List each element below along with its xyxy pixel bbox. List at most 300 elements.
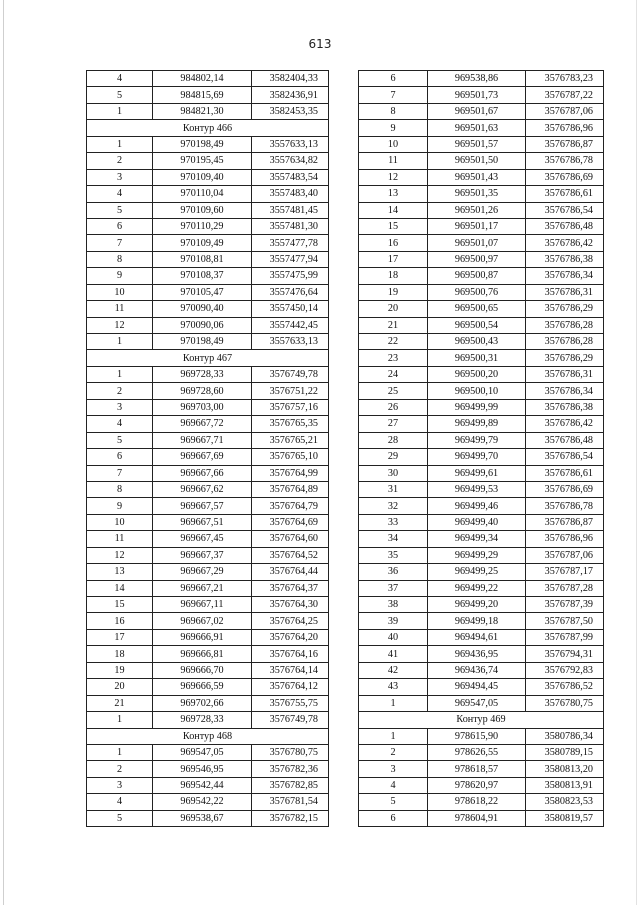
point-number-cell: 19 [359, 284, 428, 300]
y-coordinate-cell: 3576764,20 [252, 629, 329, 645]
x-coordinate-cell: 969499,22 [428, 580, 526, 596]
x-coordinate-cell: 978615,90 [428, 728, 526, 744]
point-number-cell: 22 [359, 334, 428, 350]
table-row [359, 153, 604, 169]
y-coordinate-cell: 3576787,99 [526, 629, 604, 645]
y-coordinate-cell: 3557477,94 [252, 251, 329, 267]
y-coordinate-cell: 3576786,96 [526, 120, 604, 136]
table-row [359, 87, 604, 103]
y-coordinate-cell: 3576787,28 [526, 580, 604, 596]
point-number-cell: 34 [359, 531, 428, 547]
point-number-cell: 7 [359, 87, 428, 103]
x-coordinate-cell: 969667,51 [153, 514, 252, 530]
x-coordinate-cell: 969499,70 [428, 449, 526, 465]
x-coordinate-cell: 978604,91 [428, 810, 526, 826]
point-number-cell: 24 [359, 366, 428, 382]
point-number-cell: 21 [359, 317, 428, 333]
point-number-cell: 20 [87, 679, 153, 695]
y-coordinate-cell: 3576787,50 [526, 613, 604, 629]
table-row [87, 744, 329, 760]
point-number-cell: 40 [359, 629, 428, 645]
x-coordinate-cell: 969702,66 [153, 695, 252, 711]
point-number-cell: 5 [87, 432, 153, 448]
y-coordinate-cell: 3576764,16 [252, 646, 329, 662]
y-coordinate-cell: 3580789,15 [526, 744, 604, 760]
table-row [359, 202, 604, 218]
point-number-cell: 5 [87, 202, 153, 218]
point-number-cell: 11 [87, 301, 153, 317]
x-coordinate-cell: 969728,33 [153, 712, 252, 728]
table-row [359, 744, 604, 760]
table-row [359, 629, 604, 645]
y-coordinate-cell: 3580786,34 [526, 728, 604, 744]
point-number-cell: 8 [359, 103, 428, 119]
table-row [359, 662, 604, 678]
table-row [87, 449, 329, 465]
y-coordinate-cell: 3576787,06 [526, 547, 604, 563]
point-number-cell: 11 [87, 531, 153, 547]
table-row [359, 334, 604, 350]
point-number-cell: 14 [359, 202, 428, 218]
point-number-cell: 4 [87, 416, 153, 432]
contour-title: Контур 466 [87, 120, 329, 136]
x-coordinate-cell: 969499,20 [428, 597, 526, 613]
scan-right-edge [636, 0, 637, 905]
x-coordinate-cell: 969542,22 [153, 794, 252, 810]
x-coordinate-cell: 969538,67 [153, 810, 252, 826]
x-coordinate-cell: 969501,67 [428, 103, 526, 119]
table-row [359, 268, 604, 284]
table-row [87, 235, 329, 251]
table-row [87, 136, 329, 152]
y-coordinate-cell: 3576786,87 [526, 136, 604, 152]
table-row [359, 564, 604, 580]
y-coordinate-cell: 3576786,34 [526, 268, 604, 284]
x-coordinate-cell: 969667,66 [153, 465, 252, 481]
table-row [87, 202, 329, 218]
point-number-cell: 15 [359, 218, 428, 234]
table-row [359, 366, 604, 382]
y-coordinate-cell: 3576749,78 [252, 366, 329, 382]
table-row [87, 679, 329, 695]
y-coordinate-cell: 3576786,61 [526, 186, 604, 202]
x-coordinate-cell: 969667,71 [153, 432, 252, 448]
y-coordinate-cell: 3576780,75 [526, 695, 604, 711]
y-coordinate-cell: 3576786,78 [526, 498, 604, 514]
x-coordinate-cell: 969499,34 [428, 531, 526, 547]
y-coordinate-cell: 3576764,44 [252, 564, 329, 580]
table-row [359, 432, 604, 448]
y-coordinate-cell: 3576794,31 [526, 646, 604, 662]
point-number-cell: 41 [359, 646, 428, 662]
table-row [359, 235, 604, 251]
y-coordinate-cell: 3576781,54 [252, 794, 329, 810]
table-row [87, 712, 329, 728]
table-row [359, 514, 604, 530]
x-coordinate-cell: 969494,61 [428, 629, 526, 645]
point-number-cell: 7 [87, 465, 153, 481]
contour-header-row [359, 712, 604, 728]
table-row [359, 449, 604, 465]
y-coordinate-cell: 3557475,99 [252, 268, 329, 284]
table-row [87, 87, 329, 103]
point-number-cell: 5 [87, 87, 153, 103]
point-number-cell: 23 [359, 350, 428, 366]
point-number-cell: 33 [359, 514, 428, 530]
y-coordinate-cell: 3576764,30 [252, 597, 329, 613]
y-coordinate-cell: 3576764,25 [252, 613, 329, 629]
y-coordinate-cell: 3557634,82 [252, 153, 329, 169]
y-coordinate-cell: 3576765,10 [252, 449, 329, 465]
x-coordinate-cell: 984821,30 [153, 103, 252, 119]
point-number-cell: 1 [87, 103, 153, 119]
y-coordinate-cell: 3576786,87 [526, 514, 604, 530]
y-coordinate-cell: 3576786,69 [526, 169, 604, 185]
table-row [359, 547, 604, 563]
y-coordinate-cell: 3576764,37 [252, 580, 329, 596]
y-coordinate-cell: 3576786,28 [526, 334, 604, 350]
y-coordinate-cell: 3580813,20 [526, 761, 604, 777]
x-coordinate-cell: 984802,14 [153, 71, 252, 87]
contour-title: Контур 467 [87, 350, 329, 366]
x-coordinate-cell: 969499,89 [428, 416, 526, 432]
table-row [359, 810, 604, 826]
y-coordinate-cell: 3557483,40 [252, 186, 329, 202]
y-coordinate-cell: 3576764,79 [252, 498, 329, 514]
x-coordinate-cell: 978618,22 [428, 794, 526, 810]
table-row [87, 71, 329, 87]
x-coordinate-cell: 969667,29 [153, 564, 252, 580]
point-number-cell: 12 [87, 317, 153, 333]
point-number-cell: 1 [359, 695, 428, 711]
coordinates-table-left [86, 70, 329, 827]
point-number-cell: 9 [87, 268, 153, 284]
table-row [359, 301, 604, 317]
y-coordinate-cell: 3576764,89 [252, 481, 329, 497]
table-row [359, 580, 604, 596]
point-number-cell: 15 [87, 597, 153, 613]
table-row [359, 646, 604, 662]
point-number-cell: 17 [359, 251, 428, 267]
table-row [87, 514, 329, 530]
point-number-cell: 17 [87, 629, 153, 645]
table-row [87, 531, 329, 547]
point-number-cell: 36 [359, 564, 428, 580]
point-number-cell: 1 [87, 744, 153, 760]
point-number-cell: 19 [87, 662, 153, 678]
point-number-cell: 16 [87, 613, 153, 629]
table-row [359, 481, 604, 497]
table-row [359, 169, 604, 185]
table-row [87, 432, 329, 448]
table-row [359, 679, 604, 695]
table-row [359, 794, 604, 810]
point-number-cell: 2 [87, 761, 153, 777]
y-coordinate-cell: 3580819,57 [526, 810, 604, 826]
table-row [359, 728, 604, 744]
x-coordinate-cell: 969500,20 [428, 366, 526, 382]
y-coordinate-cell: 3576786,52 [526, 679, 604, 695]
y-coordinate-cell: 3576786,78 [526, 153, 604, 169]
point-number-cell: 1 [87, 366, 153, 382]
contour-title: Контур 468 [87, 728, 329, 744]
table-row [87, 481, 329, 497]
y-coordinate-cell: 3582453,35 [252, 103, 329, 119]
y-coordinate-cell: 3576783,23 [526, 71, 604, 87]
point-number-cell: 32 [359, 498, 428, 514]
table-row [359, 120, 604, 136]
x-coordinate-cell: 969499,46 [428, 498, 526, 514]
x-coordinate-cell: 969667,57 [153, 498, 252, 514]
y-coordinate-cell: 3576764,60 [252, 531, 329, 547]
table-row [359, 317, 604, 333]
y-coordinate-cell: 3576782,85 [252, 777, 329, 793]
point-number-cell: 2 [87, 153, 153, 169]
x-coordinate-cell: 969667,72 [153, 416, 252, 432]
x-coordinate-cell: 970090,06 [153, 317, 252, 333]
point-number-cell: 35 [359, 547, 428, 563]
x-coordinate-cell: 969703,00 [153, 399, 252, 415]
table-row [87, 810, 329, 826]
y-coordinate-cell: 3576786,34 [526, 383, 604, 399]
point-number-cell: 42 [359, 662, 428, 678]
x-coordinate-cell: 978618,57 [428, 761, 526, 777]
table-row [87, 366, 329, 382]
x-coordinate-cell: 969728,60 [153, 383, 252, 399]
table-row [87, 218, 329, 234]
y-coordinate-cell: 3576786,48 [526, 432, 604, 448]
y-coordinate-cell: 3557442,45 [252, 317, 329, 333]
point-number-cell: 18 [87, 646, 153, 662]
point-number-cell: 12 [87, 547, 153, 563]
y-coordinate-cell: 3576786,48 [526, 218, 604, 234]
x-coordinate-cell: 970110,29 [153, 218, 252, 234]
table-row [87, 695, 329, 711]
x-coordinate-cell: 970108,37 [153, 268, 252, 284]
table-row [87, 169, 329, 185]
table-row [87, 268, 329, 284]
y-coordinate-cell: 3582436,91 [252, 87, 329, 103]
x-coordinate-cell: 969667,21 [153, 580, 252, 596]
x-coordinate-cell: 970195,45 [153, 153, 252, 169]
table-row [87, 646, 329, 662]
table-row [359, 218, 604, 234]
point-number-cell: 6 [87, 218, 153, 234]
x-coordinate-cell: 969501,73 [428, 87, 526, 103]
point-number-cell: 38 [359, 597, 428, 613]
contour-header-row [87, 728, 329, 744]
point-number-cell: 37 [359, 580, 428, 596]
point-number-cell: 10 [87, 514, 153, 530]
y-coordinate-cell: 3576786,69 [526, 481, 604, 497]
x-coordinate-cell: 984815,69 [153, 87, 252, 103]
contour-header-row [87, 350, 329, 366]
point-number-cell: 3 [359, 761, 428, 777]
x-coordinate-cell: 970109,60 [153, 202, 252, 218]
x-coordinate-cell: 969667,02 [153, 613, 252, 629]
x-coordinate-cell: 970198,49 [153, 136, 252, 152]
point-number-cell: 26 [359, 399, 428, 415]
table-row [87, 580, 329, 596]
table-row [87, 564, 329, 580]
scan-left-edge [3, 0, 4, 905]
table-row [359, 531, 604, 547]
y-coordinate-cell: 3576786,54 [526, 449, 604, 465]
table-row [359, 71, 604, 87]
x-coordinate-cell: 969547,05 [428, 695, 526, 711]
point-number-cell: 11 [359, 153, 428, 169]
point-number-cell: 4 [359, 777, 428, 793]
y-coordinate-cell: 3576786,29 [526, 301, 604, 317]
y-coordinate-cell: 3580813,91 [526, 777, 604, 793]
table-row [87, 761, 329, 777]
y-coordinate-cell: 3576786,61 [526, 465, 604, 481]
y-coordinate-cell: 3576786,31 [526, 366, 604, 382]
point-number-cell: 9 [87, 498, 153, 514]
y-coordinate-cell: 3576787,39 [526, 597, 604, 613]
table-row [359, 186, 604, 202]
x-coordinate-cell: 969499,40 [428, 514, 526, 530]
x-coordinate-cell: 970198,49 [153, 334, 252, 350]
x-coordinate-cell: 969538,86 [428, 71, 526, 87]
table-row [359, 136, 604, 152]
x-coordinate-cell: 969499,53 [428, 481, 526, 497]
point-number-cell: 6 [359, 71, 428, 87]
x-coordinate-cell: 970108,81 [153, 251, 252, 267]
x-coordinate-cell: 970109,40 [153, 169, 252, 185]
table-row [359, 284, 604, 300]
table-row [87, 597, 329, 613]
point-number-cell: 12 [359, 169, 428, 185]
x-coordinate-cell: 969500,54 [428, 317, 526, 333]
y-coordinate-cell: 3576792,83 [526, 662, 604, 678]
x-coordinate-cell: 969667,69 [153, 449, 252, 465]
point-number-cell: 4 [87, 794, 153, 810]
x-coordinate-cell: 969666,81 [153, 646, 252, 662]
table-row [359, 597, 604, 613]
point-number-cell: 4 [87, 186, 153, 202]
point-number-cell: 29 [359, 449, 428, 465]
table-row [87, 251, 329, 267]
point-number-cell: 43 [359, 679, 428, 695]
table-row [87, 498, 329, 514]
table-row [87, 613, 329, 629]
point-number-cell: 13 [359, 186, 428, 202]
point-number-cell: 6 [359, 810, 428, 826]
y-coordinate-cell: 3576786,31 [526, 284, 604, 300]
point-number-cell: 30 [359, 465, 428, 481]
y-coordinate-cell: 3576780,75 [252, 744, 329, 760]
point-number-cell: 31 [359, 481, 428, 497]
table-row [87, 153, 329, 169]
table-row [359, 761, 604, 777]
y-coordinate-cell: 3576786,42 [526, 235, 604, 251]
point-number-cell: 7 [87, 235, 153, 251]
x-coordinate-cell: 969499,61 [428, 465, 526, 481]
x-coordinate-cell: 969494,45 [428, 679, 526, 695]
y-coordinate-cell: 3576764,14 [252, 662, 329, 678]
x-coordinate-cell: 969499,25 [428, 564, 526, 580]
y-coordinate-cell: 3576749,78 [252, 712, 329, 728]
table-row [87, 399, 329, 415]
y-coordinate-cell: 3576786,28 [526, 317, 604, 333]
point-number-cell: 2 [87, 383, 153, 399]
y-coordinate-cell: 3557481,45 [252, 202, 329, 218]
x-coordinate-cell: 978626,55 [428, 744, 526, 760]
y-coordinate-cell: 3576764,52 [252, 547, 329, 563]
y-coordinate-cell: 3580823,53 [526, 794, 604, 810]
y-coordinate-cell: 3576782,36 [252, 761, 329, 777]
x-coordinate-cell: 970110,04 [153, 186, 252, 202]
x-coordinate-cell: 969500,87 [428, 268, 526, 284]
x-coordinate-cell: 970105,47 [153, 284, 252, 300]
y-coordinate-cell: 3576786,42 [526, 416, 604, 432]
point-number-cell: 2 [359, 744, 428, 760]
y-coordinate-cell: 3576786,38 [526, 251, 604, 267]
y-coordinate-cell: 3576765,35 [252, 416, 329, 432]
table-row [359, 777, 604, 793]
table-row [359, 103, 604, 119]
x-coordinate-cell: 969499,99 [428, 399, 526, 415]
y-coordinate-cell: 3557481,30 [252, 218, 329, 234]
x-coordinate-cell: 969547,05 [153, 744, 252, 760]
page-number: 613 [308, 37, 332, 51]
x-coordinate-cell: 969542,44 [153, 777, 252, 793]
y-coordinate-cell: 3576787,22 [526, 87, 604, 103]
point-number-cell: 10 [87, 284, 153, 300]
table-row [87, 465, 329, 481]
x-coordinate-cell: 969500,97 [428, 251, 526, 267]
x-coordinate-cell: 969501,50 [428, 153, 526, 169]
y-coordinate-cell: 3576757,16 [252, 399, 329, 415]
x-coordinate-cell: 969436,95 [428, 646, 526, 662]
y-coordinate-cell: 3576764,69 [252, 514, 329, 530]
point-number-cell: 1 [87, 712, 153, 728]
table-row [359, 613, 604, 629]
table-row [359, 251, 604, 267]
x-coordinate-cell: 969500,65 [428, 301, 526, 317]
y-coordinate-cell: 3557483,54 [252, 169, 329, 185]
table-row [87, 317, 329, 333]
x-coordinate-cell: 969501,57 [428, 136, 526, 152]
point-number-cell: 5 [87, 810, 153, 826]
x-coordinate-cell: 969501,63 [428, 120, 526, 136]
y-coordinate-cell: 3557477,78 [252, 235, 329, 251]
point-number-cell: 3 [87, 399, 153, 415]
point-number-cell: 3 [87, 169, 153, 185]
x-coordinate-cell: 970109,49 [153, 235, 252, 251]
point-number-cell: 1 [87, 334, 153, 350]
x-coordinate-cell: 969500,10 [428, 383, 526, 399]
y-coordinate-cell: 3557633,13 [252, 136, 329, 152]
x-coordinate-cell: 969500,76 [428, 284, 526, 300]
point-number-cell: 9 [359, 120, 428, 136]
x-coordinate-cell: 969667,62 [153, 481, 252, 497]
table-row [359, 695, 604, 711]
point-number-cell: 14 [87, 580, 153, 596]
contour-header-row [87, 120, 329, 136]
table-row [359, 350, 604, 366]
x-coordinate-cell: 969546,95 [153, 761, 252, 777]
point-number-cell: 8 [87, 481, 153, 497]
point-number-cell: 39 [359, 613, 428, 629]
y-coordinate-cell: 3557450,14 [252, 301, 329, 317]
y-coordinate-cell: 3576787,06 [526, 103, 604, 119]
table-row [87, 547, 329, 563]
y-coordinate-cell: 3576786,54 [526, 202, 604, 218]
x-coordinate-cell: 969499,79 [428, 432, 526, 448]
x-coordinate-cell: 969501,35 [428, 186, 526, 202]
